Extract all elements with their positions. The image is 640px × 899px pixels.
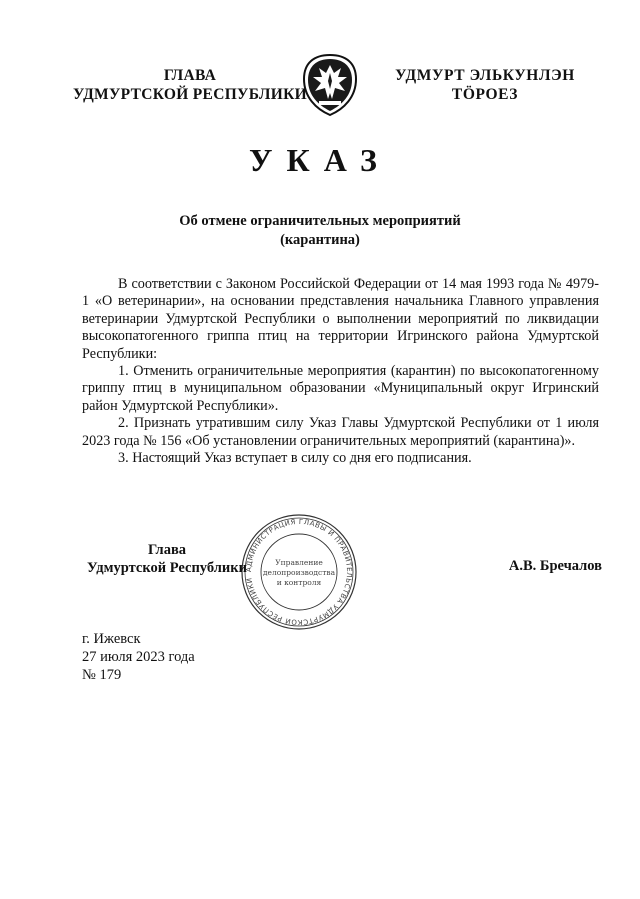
document-footer — [82, 630, 282, 684]
issuer-udmurt-line-2: ТӦРОЕЗ — [451, 86, 519, 103]
issuer-udmurt-line-1: УДМУРТ ЭЛЬКУНЛЭН — [395, 67, 575, 84]
coat-of-arms-icon — [301, 53, 359, 117]
item-2-paragraph: 2. Признать утратившим силу Указ Главы Удмуртской Республики от 1 июля 2023 года № 156 «Об установлении ограничительных мероприятий (карантина)». — [82, 415, 599, 449]
stamp-line-2: делопроизводства — [262, 568, 336, 577]
signatory-title-line-2: Удмуртской Республики — [87, 560, 247, 576]
issue-date: 27 июля 2023 года — [82, 649, 195, 665]
issuer-line-1: ГЛАВА — [163, 67, 217, 84]
preamble-paragraph: В соответствии с Законом Российской Федерации от 14 мая 1993 года № 4979-1 «О ветеринарии», на основании представления начальника Главного управления ветеринарии Удмуртской Республики о выполнении мероприятий по ликвидации высокопатогенного гриппа птиц на территории Игринского района Удмуртской Республики: — [82, 276, 599, 362]
signatory-title-line-1: Глава — [147, 542, 187, 558]
document-subject — [120, 212, 520, 250]
issuer-header-udmurt — [380, 66, 590, 104]
decree-body — [82, 276, 599, 467]
subject-line-1: Об отмене ограничительных мероприятий — [179, 213, 461, 229]
issue-place: г. Ижевск — [82, 631, 141, 647]
decree-number: № 179 — [82, 667, 122, 683]
document-title: УКАЗ — [249, 142, 391, 178]
stamp-line-3: и контроля — [276, 578, 322, 587]
item-1-paragraph: 1. Отменить ограничительные мероприятия (карантин) по высокопатогенному гриппу птиц в муниципальном образовании «Муниципальный округ Игринский район Удмуртской Республики». — [82, 363, 599, 414]
subject-line-2: (карантина) — [280, 232, 360, 248]
issuer-header-russian — [60, 66, 320, 104]
stamp-line-1: Управление — [275, 558, 323, 567]
item-3-paragraph: 3. Настоящий Указ вступает в силу со дня его подписания. — [118, 450, 472, 467]
stamp-ring-text: АДМИНИСТРАЦИЯ ГЛАВЫ И ПРАВИТЕЛЬСТВА УДМУРТСКОЙ РЕСПУБЛИКИ — [244, 517, 354, 627]
signatory-title — [82, 541, 252, 577]
official-stamp — [240, 513, 358, 631]
issuer-line-2: УДМУРТСКОЙ РЕСПУБЛИКИ — [72, 86, 307, 103]
signatory-name: А.В. Бречалов — [508, 558, 602, 574]
